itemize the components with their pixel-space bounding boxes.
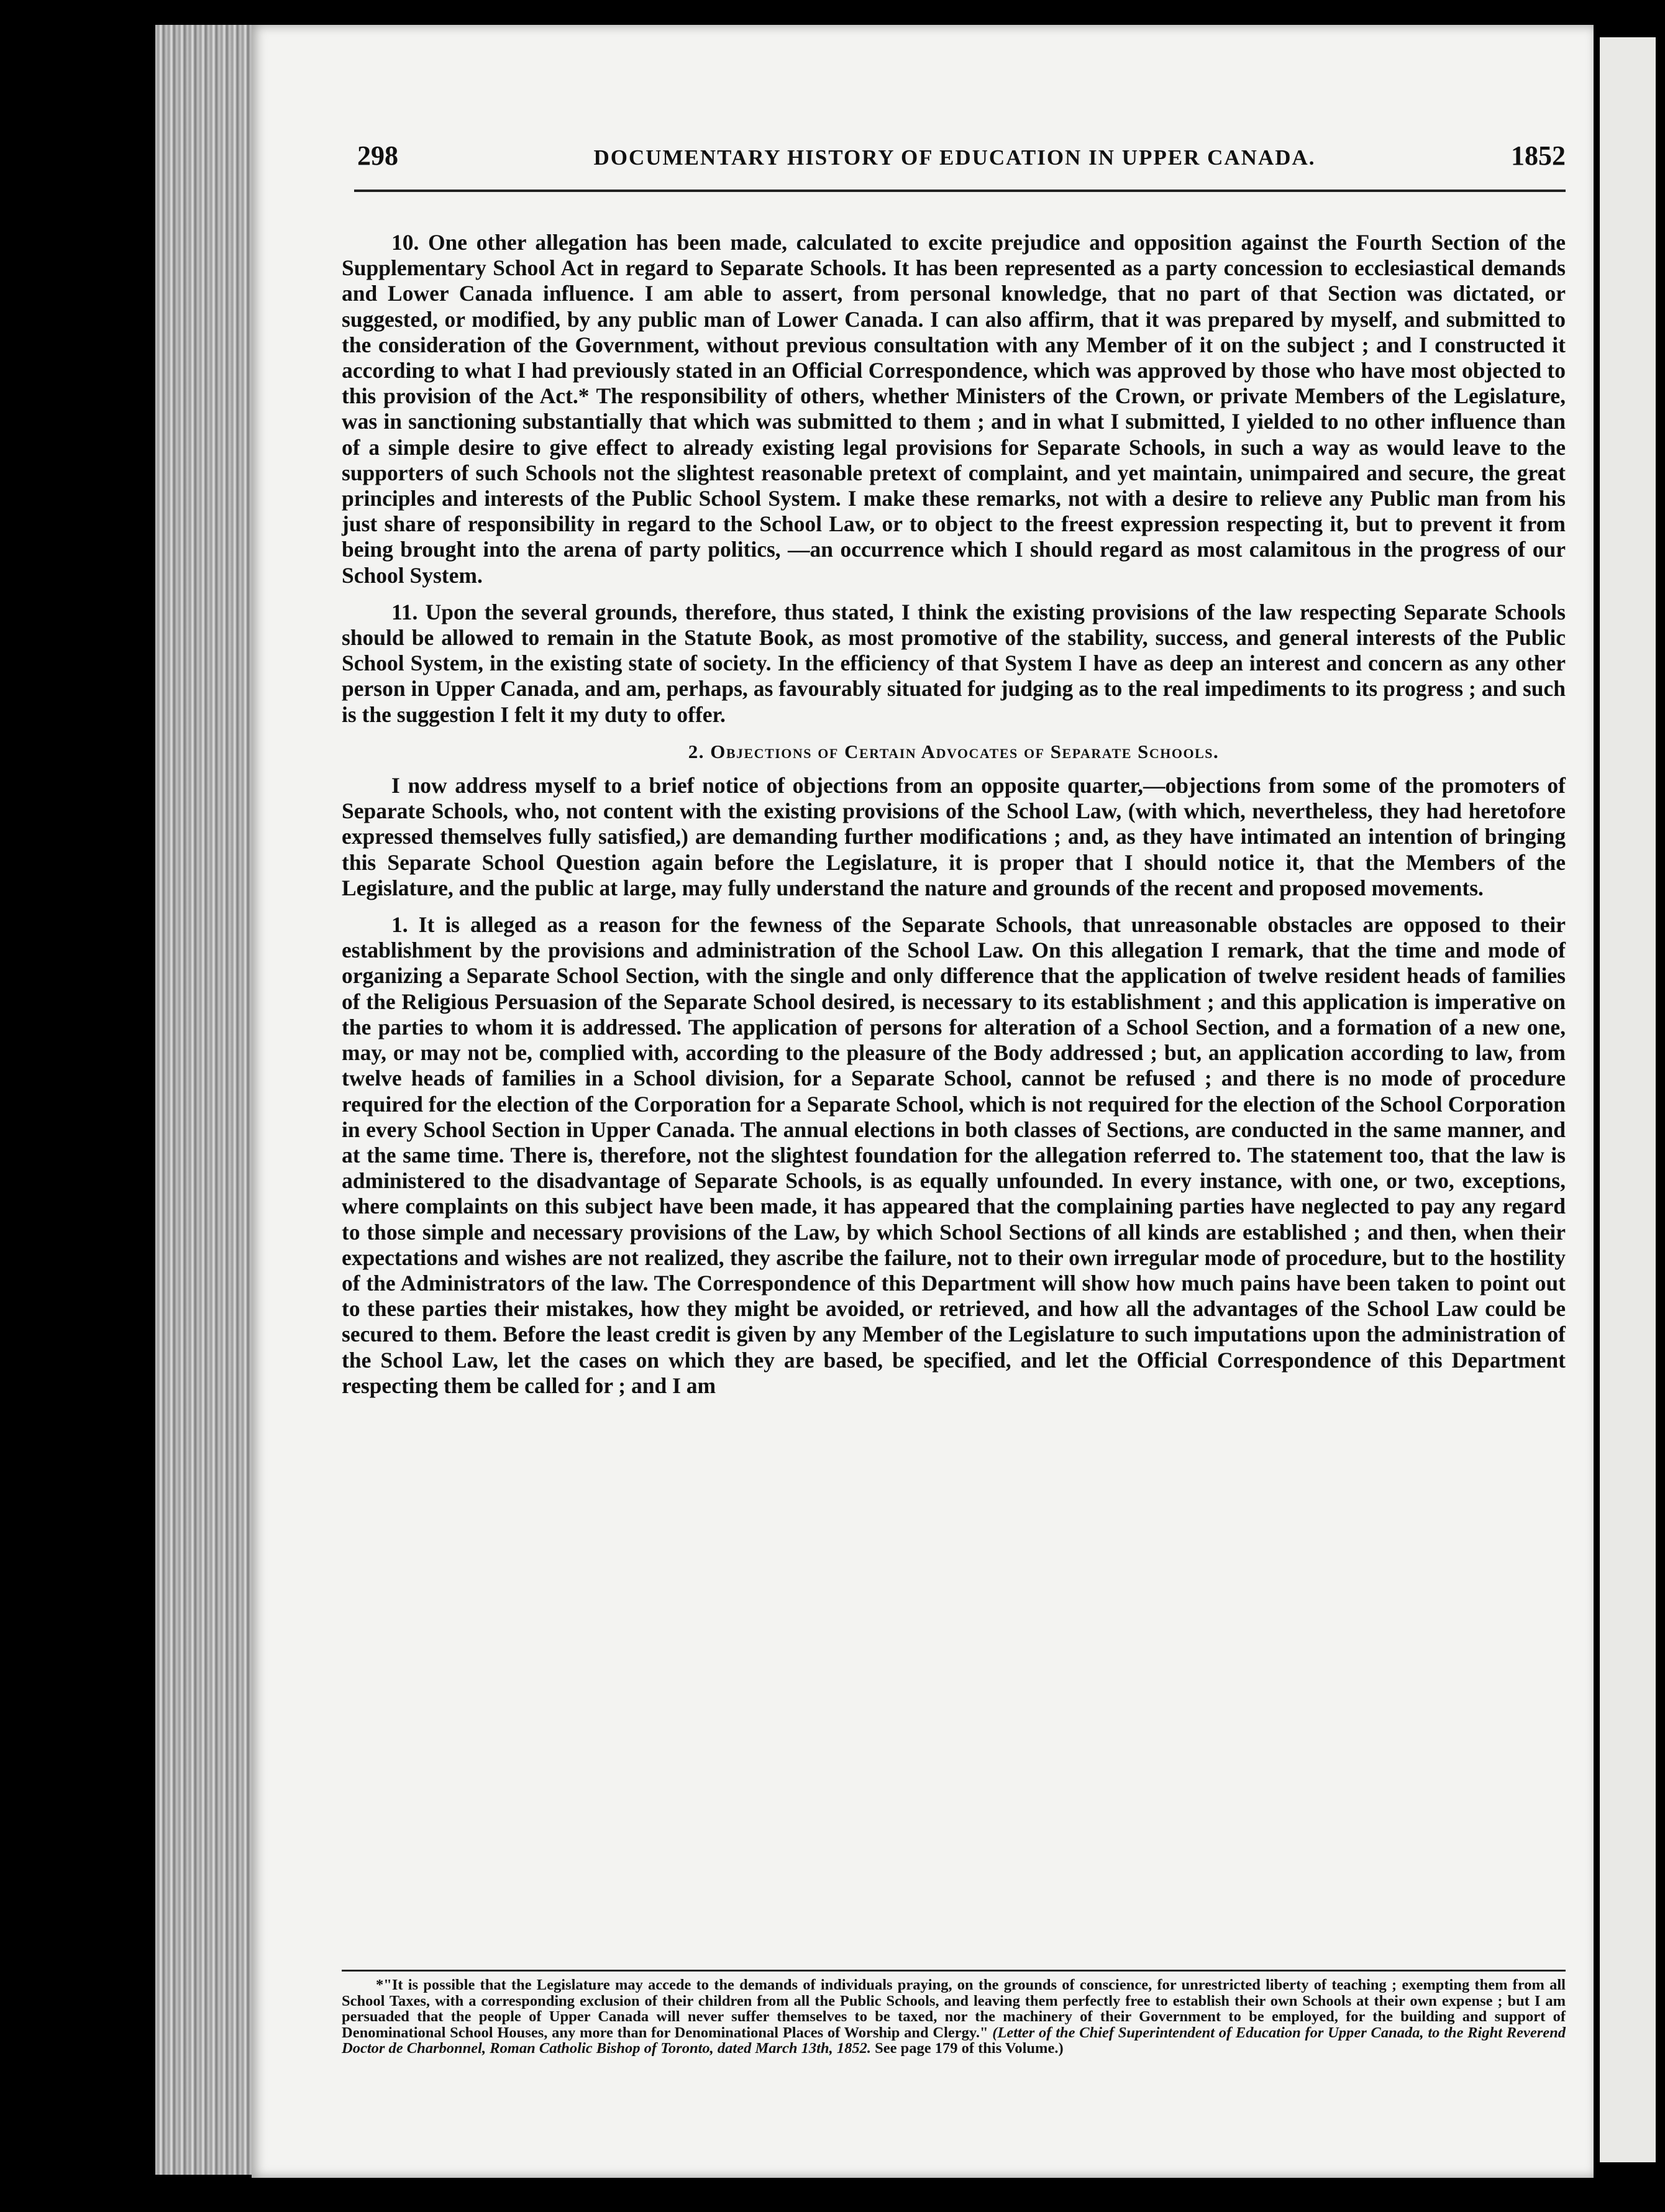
footnote-citation: (Letter of the Chief Superintendent of Education for Upper Canada, to the Right Reverend Doctor de Charbonnel, Roman Catholic Bishop of Toronto, dated March 13th, 1852.	[342, 2024, 1566, 2057]
running-title: DOCUMENTARY HISTORY OF EDUCATION IN UPPER CANADA.	[593, 145, 1316, 170]
book-page-edges	[155, 25, 255, 2175]
footnote-rule	[342, 1970, 1566, 1972]
paragraph-10: 10. One other allegation has been made, calculated to excite prejudice and opposition against the Fourth Section of the Supplementary School Act in regard to Separate Schools. It has been represented as a party concession to ecclesiastical demands and Lower Canada influence. I am able to assert, from personal knowledge, that no part of that Section was dictated, or suggested, or modified, by any public man of Lower Canada. I can also affirm, that it was prepared by myself, and submitted to the consideration of the Government, without previous consultation with any Member of it on the subject ; and I constructed it according to what I had previously stated in an Official Correspondence, which was approved by those who have most objected to this provision of the Act.* The responsibility of others, whether Ministers of the Crown, or private Members of the Legislature, was in sanctioning substantially that which was submitted to them ; and in what I submitted, I yielded to no other influence than of a simple desire to give effect to already existing legal provisions for Separate Schools, in such a way as would leave to the supporters of such Schools not the slightest reasonable pretext of complaint, and yet maintain, unimpaired and secure, the great principles and interests of the Public School System. I make these remarks, not with a desire to relieve any Public man from his just share of responsibility in regard to the School Law, or to object to the freest expression respecting it, but to prevent it from being brought into the arena of party politics, —an occurrence which I should regard as most calamitous in the progress of our School System.	[342, 230, 1566, 588]
header-rule	[354, 190, 1566, 192]
facing-page-edge	[1600, 37, 1656, 2162]
running-head	[357, 140, 1566, 183]
running-year: 1852	[1510, 140, 1566, 171]
book-page	[252, 25, 1594, 2178]
section-heading: 2. Objections of Certain Advocates of Separate Schools.	[688, 740, 1220, 762]
paragraph-1: 1. It is alleged as a reason for the fewness of the Separate Schools, that unreasonable obstacles are opposed to their establishment by the provisions and administration of the School Law. On this allegation I remark, that the time and mode of organizing a Separate School Section, with the single and only difference that the application of twelve resident heads of families of the Religious Persuasion of the Separate School desired, is necessary to its establishment ; and this application is imperative on the parties to whom it is addressed. The application of persons for alteration of a School Section, and a formation of a new one, may, or may not be, complied with, according to the pleasure of the Body addressed ; but, an application according to law, from twelve heads of families in a School division, for a Separate School, cannot be refused ; and there is no mode of procedure required for the election of the Corporation for a Separate School, which is not required for the election of the School Corporation in every School Section in Upper Canada. The annual elections in both classes of Sections, are conducted in the same manner, and at the same time. There is, therefore, not the slightest foundation for the allegation referred to. The statement too, that the law is administered to the disadvantage of Separate Schools, is as equally unfounded. In every instance, with one, or two, exceptions, where complaints on this subject have been made, it has appeared that the complaining parties have neglected to pay any regard to those simple and necessary provisions of the Law, by which School Sections of all kinds are established ; and then, when their expectations and wishes are not realized, they ascribe the failure, not to their own irregular mode of procedure, but to the hostility of the Administrators of the law. The Correspondence of this Department will show how much pains have been taken to point out to these parties their mistakes, how they might be avoided, or retrieved, and how all the advantages of the School Law could be secured to them. Before the least credit is given by any Member of the Legislature to such imputations upon the administration of the School Law, let the cases on which they are based, be specified, and let the Official Correspondence of this Department respecting them be called for ; and I am	[342, 912, 1566, 1398]
footnote-tail: See page 179 of this Volume.)	[875, 2040, 1064, 2057]
paragraph-intro: I now address myself to a brief notice of objections from an opposite quarter,—objections from some of the promoters of Separate Schools, who, not content with the existing provisions of the School Law, (with which, nevertheless, they had heretofore expressed themselves fully satisfied,) are demanding further modifications ; and, as they have intimated an intention of bringing this Separate School Question again before the Legislature, it is proper that I should notice it, that the Members of the Legislature, and the public at large, may fully understand the nature and grounds of the recent and proposed movements.	[342, 773, 1566, 900]
footnote-quote: *"It is possible that the Legislature may accede to the demands of individuals praying, on the grounds of conscience, for unrestricted liberty of teaching ; exempting them from all School Taxes, with a corresponding exclusion of their children from all the Public Schools, and leaving them perfectly free to establish their own Schools at their own expense ; but I am persuaded that the people of Upper Canada will never suffer themselves to be taxed, nor the machinery of their Government to be employed, for the building and support of Denominational School Houses, any more than for Denominational Places of Worship and Clergy."	[342, 1977, 1566, 2041]
footnote	[342, 1977, 1566, 2057]
page-number: 298	[357, 140, 398, 171]
body-text	[342, 230, 1566, 1410]
paragraph-11: 11. Upon the several grounds, therefore, thus stated, I think the existing provisions of the law respecting Separate Schools should be allowed to remain in the Statute Book, as most promotive of the stability, success, and general interests of the Public School System, in the existing state of society. In the efficiency of that System I have as deep an interest and concern as any other person in Upper Canada, and am, perhaps, as favourably situated for judging as to the real impediments to its progress ; and such is the suggestion I felt it my duty to offer.	[342, 599, 1566, 727]
